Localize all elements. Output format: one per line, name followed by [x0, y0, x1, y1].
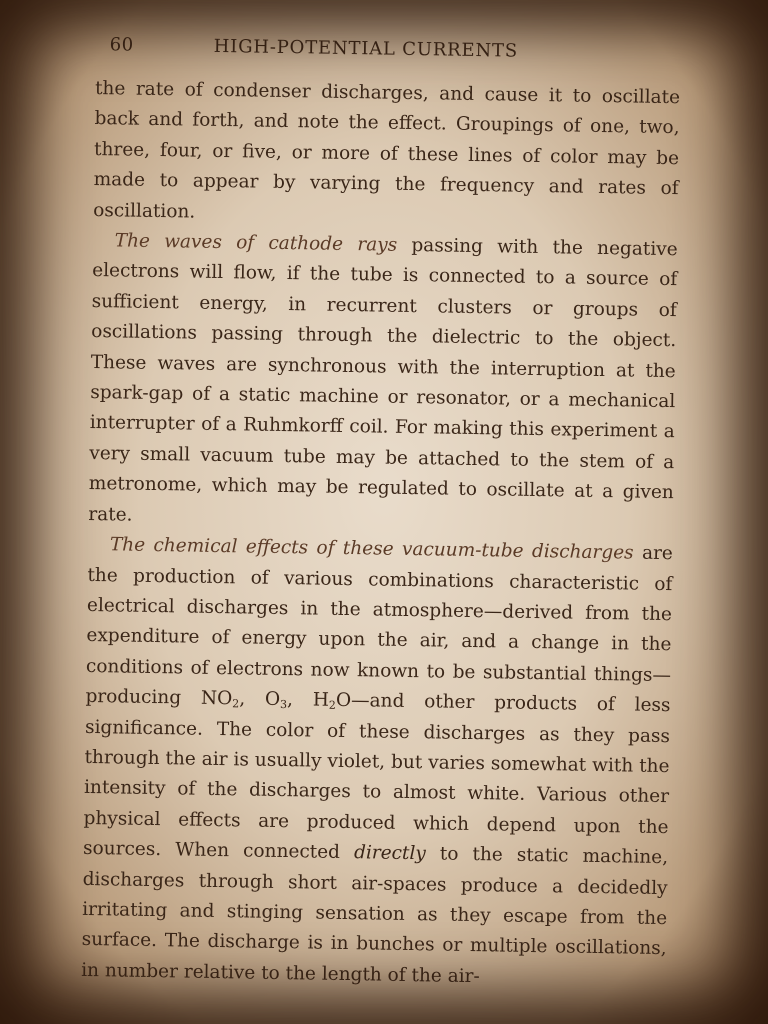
- paragraph-3-text-c: to the static machine, discharges through short air-spaces produce a decidedly irritating and stinging sensation as they escape from the surface. The discharge is in bunches or multiple oscillations, in number relative to the length of the air-: [81, 843, 669, 987]
- running-title: HIGH-POTENTIAL CURRENTS: [213, 35, 519, 62]
- paragraph-1-text: the rate of condenser discharges, and cause it to oscillate back and forth, and note the effect. Groupings of one, two, three, four, or five, or more of these lines of color may be made to appear by varying the frequency and rates of oscillation.: [93, 77, 681, 223]
- paragraph-2: [88, 226, 678, 539]
- page-number: 60: [109, 34, 134, 56]
- formula-o3: $O_3$: [264, 688, 288, 712]
- paragraph-2-text: passing with the negative electrons will flow, if the tube is connected to a source of sufficient energy, in recurrent clusters or groups of oscillations passing through the dielectric to the object. These waves are synchronous with the interruption at the spark-gap of a static machine or resonator, or a mechanical interrupter of a Ruhmkorff coil. For making this experiment a very small vacuum tube may be attached to the stem of a metronome, which may be regulated to oscillate at a given rate.: [88, 234, 678, 526]
- paragraph-2-lead: The waves of cathode rays: [114, 230, 398, 256]
- book-page: [81, 30, 681, 987]
- emphasis-directly: directly: [353, 842, 426, 865]
- paragraph-3-text-b: —and other products of less significance. The color of these discharges as they pass through the air is usually violet, but varies somewhat with the intensity of the discharges to almost white. Various other physical effects are produced which depend upon the sources. When connected: [82, 690, 671, 864]
- paragraph-3-lead: The chemical effects of these vacuum-tube discharges: [109, 534, 634, 564]
- formula-h2o: $H_2O$: [312, 689, 352, 712]
- formula-no2: $NO_2$: [200, 687, 240, 711]
- paragraph-1: [93, 74, 680, 235]
- body-text: [81, 74, 680, 995]
- paragraph-3: The chemical effects of these vacuum-tube discharges are the production of various combinations characteristic of electrical discharges in the atmosphere—derived from the expenditure of energy upon the air, and a change in the conditions of electrons now known to be substantial things—producing $NO_2$, $O_3$, $H_2O—and$ other products of less significance. The color of these discharges as they pass through the air is usually violet, but varies somewhat with the intensity of the discharges to almost white. Various other physical effects are produced which depend upon the sources. When connected directly to the static machine, discharges through short air-spaces produce a decidedly irritating and stinging sensation as they escape from the surface. The discharge is in bunches or multiple oscillations, in number relative to the length of the air-: [81, 534, 674, 987]
- page-header: [96, 30, 681, 69]
- paragraph-3-text-a: are the production of various combinations characteristic of electrical discharges in the atmosphere—derived from the expenditure of energy upon the air, and a change in the conditions of electrons now known to be substantial things—producing: [85, 542, 674, 709]
